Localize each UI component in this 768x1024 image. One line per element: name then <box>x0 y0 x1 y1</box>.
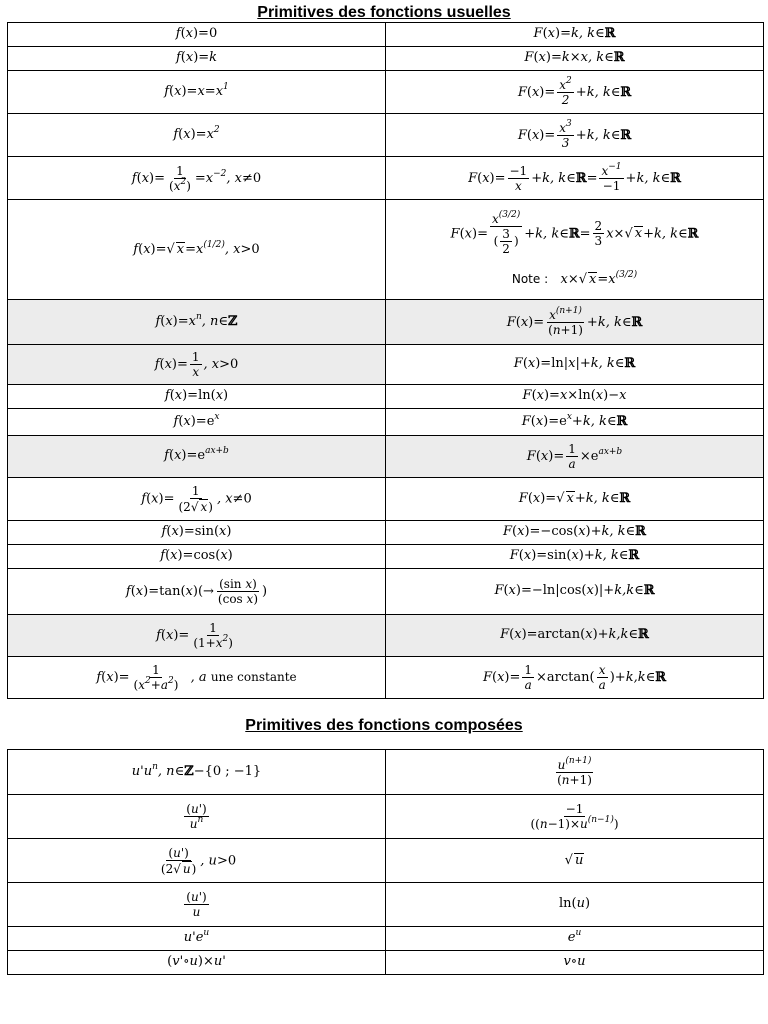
primitive-cell: F(x)=−cos(x)+k, k∈ℝ <box>386 521 764 545</box>
primitive-cell: $\frac{-1}{((n-1)\times u^{(n-1)})}$ <box>386 795 764 839</box>
function-cell: $u'u^n$, n∈ℤ−{0 ; −1} <box>8 750 386 795</box>
primitive-cell: F(x)= $\frac{x^3}{3}$ +k, k∈ℝ <box>386 114 764 157</box>
primitive-cell: F(x)=x×ln(x)−x <box>386 385 764 409</box>
usual-primitives-title: Primitives des fonctions usuelles <box>257 4 511 21</box>
table-row <box>8 71 764 114</box>
primitive-cell: F(x)=ln|x|+k, k∈ℝ <box>386 345 764 385</box>
function-cell: $f(x)=e^{ax+b}$ <box>8 436 386 478</box>
function-cell: f(x)= $\frac{1}{(1+x^2)}$ <box>8 615 386 657</box>
note-label: Note : <box>511 271 549 286</box>
table-row <box>8 569 764 615</box>
table-row <box>8 927 764 951</box>
function-cell: $\frac{(u')}{u^n}$ <box>8 795 386 839</box>
table-row <box>8 200 764 300</box>
function-cell: $f(x)=e^x$ <box>8 409 386 436</box>
primitive-cell: F(x)=k×x, k∈ℝ <box>386 47 764 71</box>
primitive-cell: F(x)=−ln|cos(x)|+k,k∈ℝ <box>386 569 764 615</box>
table-row <box>8 951 764 975</box>
function-cell: $f(x)=x^n$, n∈ℤ <box>8 300 386 345</box>
table-row <box>8 300 764 345</box>
primitive-cell: F(x)=sin(x)+k, k∈ℝ <box>386 545 764 569</box>
table-row <box>8 385 764 409</box>
function-cell: f(x)= $\frac{1}{(x^2)}$ $=x^{-2}$, x≠0 <box>8 157 386 200</box>
function-cell: f(x)=0 <box>8 23 386 47</box>
table-row <box>8 657 764 699</box>
function-cell: $u'e^u$ <box>8 927 386 951</box>
table-row <box>8 23 764 47</box>
function-cell: f(x)=sin(x) <box>8 521 386 545</box>
function-cell: (v'∘u)×u' <box>8 951 386 975</box>
primitive-cell: F(x)= $x^{(3/2)}$ ( $\frac{3}{2}$ ) +k, k∈ℝ= $\frac{2}{3}$ x×√ x+k, k∈ℝ Note : x×√ $x=x^{(3/2)}$ <box>386 200 764 300</box>
table-row <box>8 795 764 839</box>
primitive-cell: F(x)= $\frac{1}{a}$ ×arctan( $\frac{x}{a}$ )+k,k∈ℝ <box>386 657 764 699</box>
table-row <box>8 883 764 927</box>
table-row <box>8 345 764 385</box>
table-row <box>8 47 764 71</box>
function-cell: f(x)=tan(x)(→ $\frac{\text{(sin x)}}{\text{(cos x)}}$ ) <box>8 569 386 615</box>
composed-primitives-title: Primitives des fonctions composées <box>245 717 523 734</box>
primitive-cell: F(x)= $\frac{1}{a}$ $\times e^{ax+b}$ <box>386 436 764 478</box>
function-cell: $f(x)=x=x^1$ <box>8 71 386 114</box>
table-row <box>8 545 764 569</box>
table-row <box>8 839 764 883</box>
table-row <box>8 478 764 521</box>
primitive-cell: F(x)=k, k∈ℝ <box>386 23 764 47</box>
primitive-cell: $F(x)=e^x+k$, k∈ℝ <box>386 409 764 436</box>
table-row <box>8 436 764 478</box>
note: Note : x×√ $x=x^{(3/2)}$ <box>511 269 638 287</box>
table-row <box>8 114 764 157</box>
function-cell: f(x)= $\frac{1}{(x^2+a^2)}$ , a une constante <box>8 657 386 699</box>
function-cell: f(x)=ln(x) <box>8 385 386 409</box>
table-row <box>8 409 764 436</box>
primitive-cell: $\frac{u^{(n+1)}}{(n+1)}$ <box>386 750 764 795</box>
primitive-cell: ln(u) <box>386 883 764 927</box>
table-row <box>8 157 764 200</box>
function-cell: f(x)=k <box>8 47 386 71</box>
usual-primitives-table <box>7 22 764 699</box>
function-cell: $\frac{(u')}{(2√ u)}$ , u>0 <box>8 839 386 883</box>
function-cell: f(x)= $\frac{1}{(2√ x)}$ , x≠0 <box>8 478 386 521</box>
primitive-cell: F(x)=√ x+k, k∈ℝ <box>386 478 764 521</box>
function-cell: f(x)= $\frac{1}{x}$ , x>0 <box>8 345 386 385</box>
function-cell: f(x)=√ $x=x^{(1/2)}$, x>0 <box>8 200 386 300</box>
primitive-cell: √ u <box>386 839 764 883</box>
primitive-cell: F(x)= $\frac{x^2}{2}$ +k, k∈ℝ <box>386 71 764 114</box>
table-row <box>8 521 764 545</box>
table-row <box>8 615 764 657</box>
primitive-cell: F(x)= $\frac{x^{(n+1)}}{(n+1)}$ +k, k∈ℝ <box>386 300 764 345</box>
function-cell: $\frac{(u')}{u}$ <box>8 883 386 927</box>
primitive-cell: F(x)= $\frac{-1}{x}$ +k, k∈ℝ= $\frac{x^{-1}}{-1}$ +k, k∈ℝ <box>386 157 764 200</box>
primitive-cell: $e^u$ <box>386 927 764 951</box>
primitive-cell: F(x)=arctan(x)+k,k∈ℝ <box>386 615 764 657</box>
function-cell: $f(x)=x^2$ <box>8 114 386 157</box>
function-cell: f(x)=cos(x) <box>8 545 386 569</box>
table-row <box>8 750 764 795</box>
composed-primitives-table <box>7 749 764 975</box>
primitive-cell: v∘u <box>386 951 764 975</box>
